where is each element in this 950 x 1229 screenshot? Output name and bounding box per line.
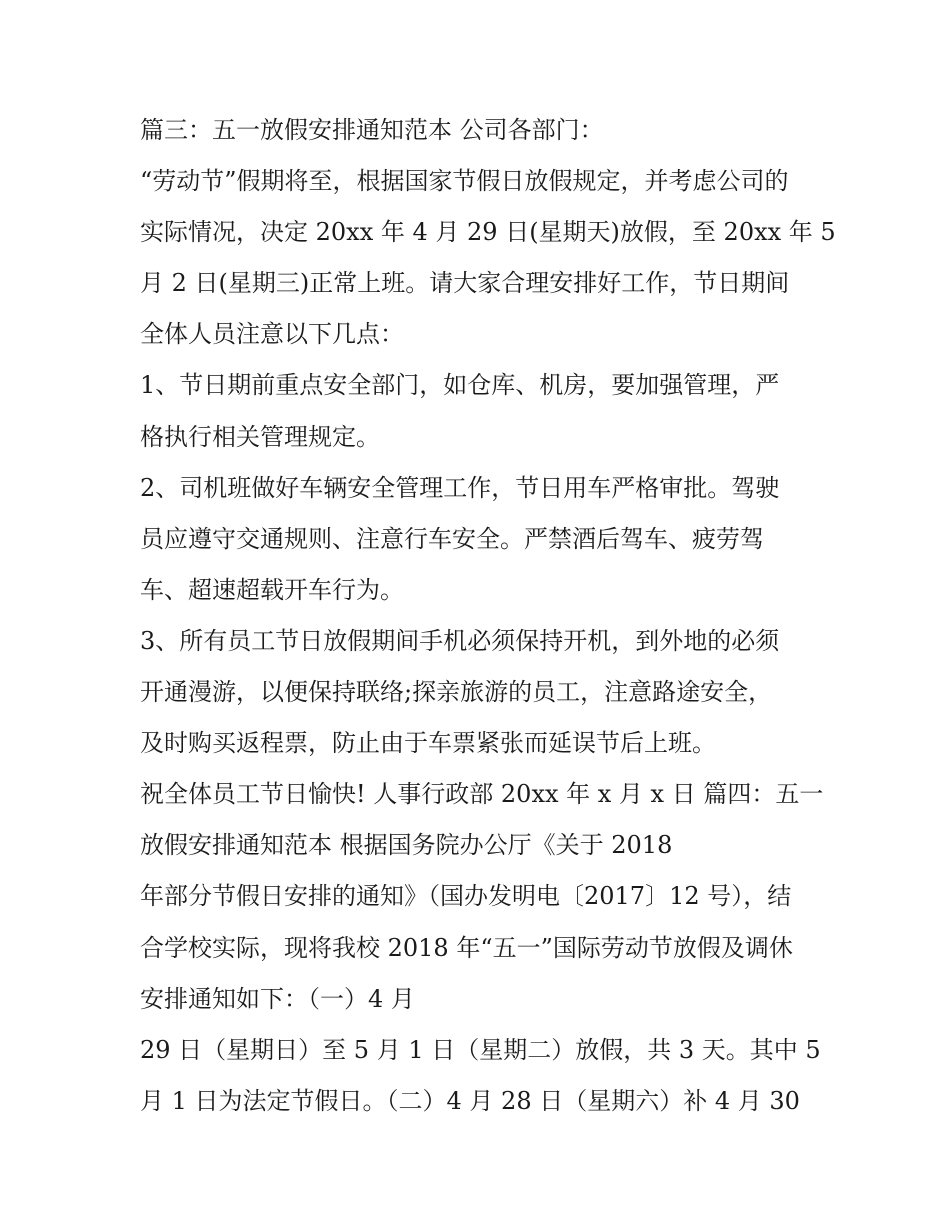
text-line: 祝全体员工节日愉快! 人事行政部 20xx 年 x 月 x 日 篇四：五一 [140, 780, 824, 809]
text-line: 年部分节假日安排的通知》（国办发明电〔2017〕12 号），结 [140, 882, 792, 911]
text-line: 开通漫游，以便保持联络;探亲旅游的员工，注意路途安全， [140, 678, 773, 707]
text-line: 安排通知如下：（一）4 月 [140, 984, 415, 1013]
text-line: 全体人员注意以下几点： [140, 320, 404, 349]
text-line: 月 2 日(星期三)正常上班。请大家合理安排好工作，节日期间 [140, 269, 790, 298]
text-line: 格执行相关管理规定。 [140, 422, 380, 451]
notice-text [140, 105, 836, 1127]
text-line: 员应遵守交通规则、注意行车安全。严禁酒后驾车、疲劳驾 [140, 524, 764, 553]
text-line: 车、超速超载开车行为。 [140, 575, 404, 604]
text-line: 放假安排通知范本 根据国务院办公厅《关于 2018 [140, 831, 673, 860]
text-line: 实际情况，决定 20xx 年 4 月 29 日(星期天)放假，至 20xx 年 5 [140, 218, 836, 247]
text-line: 月 1 日为法定节假日。（二）4 月 28 日（星期六）补 4 月 30 [140, 1086, 800, 1115]
text-line: 合学校实际，现将我校 2018 年“五一”国际劳动节放假及调休 [140, 933, 793, 962]
text-line: 篇三：五一放假安排通知范本 公司各部门： [140, 116, 604, 144]
text-line: 2、司机班做好车辆安全管理工作，节日用车严格审批。驾驶 [140, 473, 780, 502]
text-line: 1、节日期前重点安全部门，如仓库、机房，要加强管理，严 [140, 371, 780, 400]
text-line: 3、所有员工节日放假期间手机必须保持开机，到外地的必须 [140, 626, 780, 655]
text-line: 及时购买返程票，防止由于车票紧张而延误节后上班。 [140, 729, 716, 758]
text-line: “劳动节”假期将至，根据国家节假日放假规定，并考虑公司的 [140, 167, 789, 196]
text-line: 29 日（星期日）至 5 月 1 日（星期二）放假，共 3 天。其中 5 [140, 1035, 821, 1064]
